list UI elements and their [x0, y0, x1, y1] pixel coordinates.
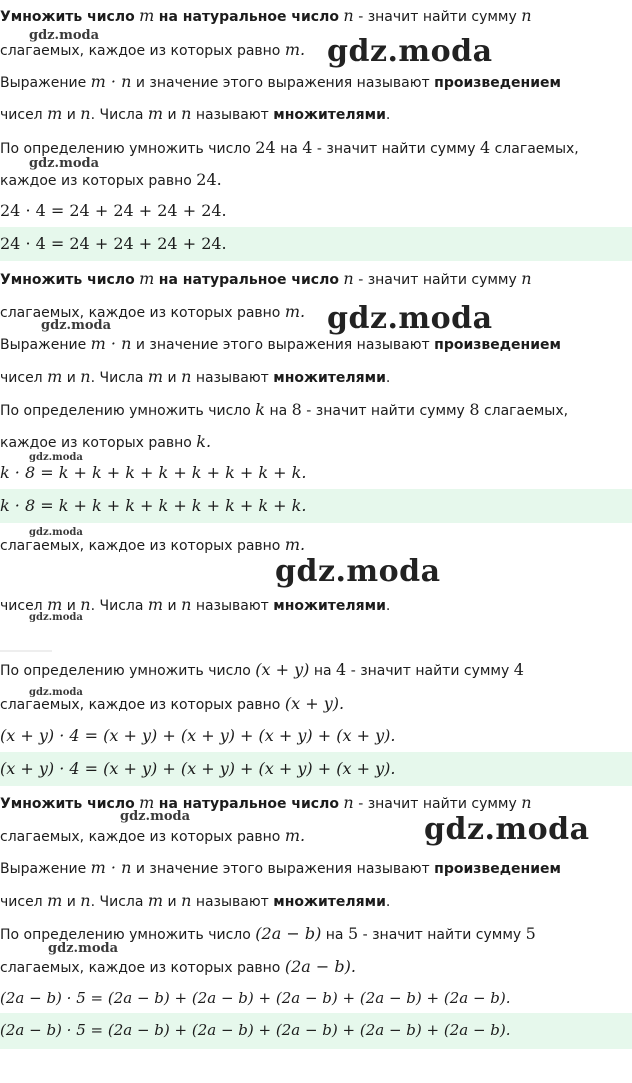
math-num: 8	[291, 400, 302, 419]
watermark-small: gdz.moda	[120, 809, 191, 824]
text: слагаемых, каждое из которых равно	[0, 960, 281, 976]
math-var: m	[47, 891, 63, 910]
watermark-large: gdz.moda	[275, 554, 441, 589]
text: и	[66, 598, 76, 614]
text: слагаемых,	[494, 141, 579, 157]
s3-definition-example-line	[0, 660, 524, 680]
math-var: n	[521, 6, 532, 25]
s4-expression-line	[0, 858, 561, 878]
math-var: m	[47, 367, 63, 386]
math-num: 4	[479, 138, 491, 157]
text: слагаемых, каждое из которых равно	[0, 43, 281, 59]
text: слагаемых, каждое из которых равно	[0, 305, 281, 321]
math-expr: (x + y)	[255, 660, 310, 679]
text: Выражение	[0, 75, 87, 91]
text: называют	[195, 598, 269, 614]
divider	[0, 650, 52, 652]
s3-answer-equation: (x + y) · 4 = (x + y) + (x + y) + (x + y) + (x + y).	[0, 759, 396, 778]
math-var: m.	[284, 826, 306, 845]
math-num: 24.	[196, 170, 222, 189]
text: .	[385, 107, 391, 123]
s4-equation: (2a − b) · 5 = (2a − b) + (2a − b) + (2a − b) + (2a − b) + (2a − b).	[0, 989, 511, 1007]
math-var: n	[181, 104, 192, 123]
bold-text: на натуральное число	[158, 796, 339, 812]
text: на	[313, 663, 332, 679]
text: - значит найти сумму	[358, 9, 517, 25]
math-var: n	[80, 595, 91, 614]
s2-each-equal-line	[0, 432, 211, 452]
math-var: m.	[284, 40, 306, 59]
s2-factors-line	[0, 367, 390, 387]
text: По определению умножить число	[0, 927, 251, 943]
math-expr: m · n	[90, 334, 132, 353]
watermark-small: gdz.moda	[29, 452, 83, 463]
text: чисел	[0, 107, 43, 123]
watermark-small: gdz.moda	[48, 941, 119, 956]
bold-text: на натуральное число	[158, 9, 339, 25]
math-num: 5	[525, 924, 536, 943]
text: называют	[195, 370, 269, 386]
text: и	[167, 107, 177, 123]
math-var: n	[343, 269, 354, 288]
text: и	[167, 894, 177, 910]
math-var: m	[147, 367, 164, 386]
text: .	[385, 894, 391, 910]
text: Выражение	[0, 337, 87, 353]
bold-term: множителями	[273, 598, 386, 614]
text: . Числа	[90, 107, 144, 123]
s1-factors-line	[0, 104, 390, 124]
math-var: m	[47, 104, 63, 123]
math-num: 4	[302, 138, 313, 157]
math-var: m.	[284, 302, 306, 321]
text: чисел	[0, 598, 43, 614]
text: каждое из которых равно	[0, 435, 192, 451]
watermark-small: gdz.moda	[29, 28, 100, 43]
bold-text: Умножить число	[0, 9, 135, 25]
text: называют	[195, 107, 269, 123]
text: на	[269, 403, 288, 419]
s3-equation: (x + y) · 4 = (x + y) + (x + y) + (x + y) + (x + y).	[0, 726, 396, 745]
watermark-small: gdz.moda	[29, 687, 83, 698]
s4-factors-line	[0, 891, 390, 911]
s1-definition-example-line	[0, 138, 579, 158]
s2-definition-line	[0, 269, 532, 289]
s1-summands-line	[0, 40, 305, 60]
bold-text: Умножить число	[0, 272, 135, 288]
text: на	[325, 927, 344, 943]
text: По определению умножить число	[0, 663, 251, 679]
bold-text: на натуральное число	[158, 272, 339, 288]
text: и	[66, 370, 76, 386]
math-var: n	[80, 367, 91, 386]
math-var: m	[147, 104, 164, 123]
math-var: m	[147, 595, 164, 614]
text: слагаемых, каждое из которых равно	[0, 829, 281, 845]
math-num: 4	[513, 660, 524, 679]
text: слагаемых, каждое из которых равно	[0, 697, 281, 713]
watermark-large: gdz.moda	[327, 301, 493, 336]
text: . Числа	[90, 598, 144, 614]
math-expr: (x + y).	[284, 694, 345, 713]
math-var: m	[47, 595, 63, 614]
text: .	[385, 598, 391, 614]
math-num: 8	[469, 400, 480, 419]
text: - значит найти сумму	[316, 141, 476, 157]
bold-term: произведением	[434, 75, 561, 91]
math-expr: m · n	[90, 858, 132, 877]
watermark-large: gdz.moda	[327, 34, 493, 69]
math-var: k.	[196, 432, 212, 451]
text: . Числа	[90, 894, 144, 910]
math-var: n	[181, 891, 192, 910]
text: и	[66, 894, 76, 910]
s1-each-equal-line	[0, 170, 222, 190]
math-var: n	[80, 891, 91, 910]
math-var: n	[521, 793, 532, 812]
s2-answer-equation: k · 8 = k + k + k + k + k + k + k + k.	[0, 496, 307, 515]
text: По определению умножить число	[0, 141, 251, 157]
s1-equation: 24 · 4 = 24 + 24 + 24 + 24.	[0, 201, 227, 220]
watermark-small: gdz.moda	[41, 318, 112, 333]
text: на	[280, 141, 298, 157]
s4-answer-equation: (2a − b) · 5 = (2a − b) + (2a − b) + (2a − b) + (2a − b) + (2a − b).	[0, 1021, 511, 1039]
math-var: n	[343, 6, 354, 25]
text: и значение этого выражения называют	[135, 75, 430, 91]
math-num: 4	[336, 660, 347, 679]
text: . Числа	[90, 370, 144, 386]
bold-term: множителями	[273, 894, 386, 910]
math-var: m	[139, 269, 155, 288]
text: По определению умножить число	[0, 403, 251, 419]
bold-text: Умножить число	[0, 796, 135, 812]
math-var: m	[147, 891, 164, 910]
s1-definition-line	[0, 6, 532, 26]
math-expr: m · n	[90, 72, 132, 91]
text: - значит найти сумму	[306, 403, 465, 419]
text: - значит найти сумму	[350, 663, 510, 679]
text: чисел	[0, 894, 43, 910]
s1-answer-equation: 24 · 4 = 24 + 24 + 24 + 24.	[0, 234, 227, 253]
text: .	[385, 370, 391, 386]
text: и	[66, 107, 76, 123]
s4-each-equal-line	[0, 957, 356, 977]
text: - значит найти сумму	[358, 796, 517, 812]
text: и	[167, 370, 177, 386]
watermark-small: gdz.moda	[29, 612, 83, 623]
math-expr: (2a − b).	[284, 957, 356, 976]
math-var: n	[80, 104, 91, 123]
s3-summands-line	[0, 535, 305, 555]
text: - значит найти сумму	[358, 272, 517, 288]
s2-equation: k · 8 = k + k + k + k + k + k + k + k.	[0, 463, 307, 482]
text: и	[167, 598, 177, 614]
math-num: 24	[255, 138, 276, 157]
watermark-small: gdz.moda	[29, 156, 100, 171]
s4-summands-line	[0, 826, 305, 846]
s2-expression-line	[0, 334, 561, 354]
math-var: n	[181, 595, 192, 614]
math-var: k	[255, 400, 265, 419]
text: и значение этого выражения называют	[135, 861, 430, 877]
bold-term: множителями	[273, 370, 386, 386]
text: и значение этого выражения называют	[135, 337, 430, 353]
watermark-small: gdz.moda	[29, 527, 83, 538]
watermark-large: gdz.moda	[424, 812, 590, 847]
math-var: n	[521, 269, 532, 288]
text: - значит найти сумму	[362, 927, 522, 943]
text: каждое из которых равно	[0, 173, 192, 189]
math-var: n	[343, 793, 354, 812]
bold-term: произведением	[434, 337, 561, 353]
math-var: n	[181, 367, 192, 386]
text: называют	[195, 894, 269, 910]
text: Выражение	[0, 861, 87, 877]
math-expr: (2a − b)	[255, 924, 322, 943]
text: слагаемых, каждое из которых равно	[0, 538, 281, 554]
math-var: m.	[284, 535, 306, 554]
bold-term: множителями	[273, 107, 386, 123]
math-var: m	[139, 793, 155, 812]
text: слагаемых,	[483, 403, 569, 419]
bold-term: произведением	[434, 861, 561, 877]
math-num: 5	[347, 924, 359, 943]
math-var: m	[139, 6, 155, 25]
text: чисел	[0, 370, 43, 386]
s4-definition-line	[0, 793, 532, 813]
s2-definition-example-line	[0, 400, 568, 420]
s1-expression-line	[0, 72, 561, 92]
